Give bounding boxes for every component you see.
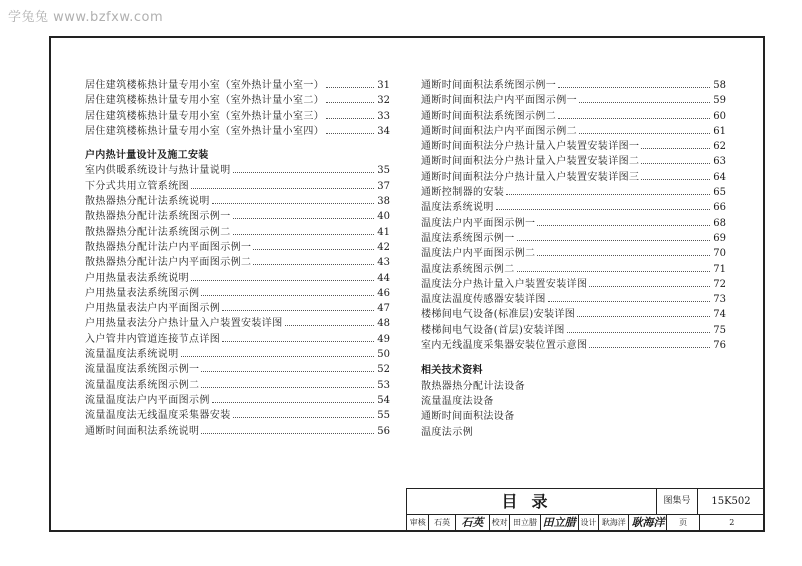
toc-entry <box>421 277 726 292</box>
toc-entry <box>421 93 726 108</box>
toc-entry-title: 下分式共用立管系统图 <box>85 180 189 192</box>
toc-entry <box>85 240 390 255</box>
review-label: 审核 <box>407 514 429 531</box>
toc-entry-page: 74 <box>713 309 726 321</box>
toc-entry <box>421 124 726 139</box>
atlas-number-label: 图集号 <box>657 489 698 514</box>
toc-entry-title: 通断时间面积法分户热计量入户装置安装详图二 <box>421 156 640 168</box>
toc-entry-page: 37 <box>377 180 390 192</box>
toc-entry-page: 69 <box>713 232 726 244</box>
toc-entry-page: 64 <box>713 171 726 183</box>
leader-dots <box>191 280 374 281</box>
leader-dots <box>212 402 374 403</box>
leader-dots <box>233 417 374 418</box>
toc-entry-title: 温度法系统图示例一 <box>421 232 515 244</box>
toc-entry-title: 楼梯间电气设备(标准层)安装详图 <box>421 309 576 321</box>
toc-entry-title: 居住建筑楼栋热计量专用小室（室外热计量小室三） <box>85 110 325 122</box>
leader-dots <box>326 118 374 119</box>
related-data-item: 温度法示例 <box>421 426 473 438</box>
leader-dots <box>537 225 710 226</box>
page-label: 页 <box>667 514 699 531</box>
leader-dots <box>589 286 710 287</box>
page-number-value: 2 <box>729 518 735 527</box>
toc-entry <box>421 216 726 231</box>
toc-entry <box>85 78 390 93</box>
toc-entry-title: 散热器热分配计法户内平面图示例二 <box>85 257 252 269</box>
related-data-item: 流量温度法设备 <box>421 395 494 407</box>
toc-entry <box>85 225 390 240</box>
checker-name: 田立腊 <box>510 514 540 531</box>
related-data-list <box>421 379 726 440</box>
toc-entry-title: 楼梯间电气设备(首层)安装详图 <box>421 324 565 336</box>
toc-entry-page: 70 <box>713 248 726 260</box>
toc-entry <box>85 255 390 270</box>
toc-entry <box>85 124 390 139</box>
toc-entry-page: 49 <box>377 333 390 345</box>
toc-entry <box>421 338 726 353</box>
leader-dots <box>201 387 374 388</box>
toc-entry-page: 43 <box>377 257 390 269</box>
toc-right-column <box>421 78 726 440</box>
toc-entry-page: 54 <box>377 394 390 406</box>
toc-entry <box>85 424 390 439</box>
leader-dots <box>506 194 710 195</box>
leader-dots <box>577 316 710 317</box>
toc-entry <box>85 408 390 423</box>
toc-entry-title: 通断时间面积法系统图示例一 <box>421 80 557 91</box>
leader-dots <box>222 310 374 311</box>
toc-entry-page: 56 <box>377 425 390 437</box>
related-data-item: 散热器热分配计法设备 <box>421 380 525 392</box>
leader-dots <box>201 371 374 372</box>
designer-name: 耿海洋 <box>599 514 629 531</box>
toc-entry-page: 32 <box>377 95 390 107</box>
leader-dots <box>233 172 374 173</box>
toc-entry <box>85 316 390 331</box>
toc-entry-page: 42 <box>377 241 390 253</box>
toc-entry-title: 户用热量表法系统说明 <box>85 272 189 284</box>
leader-dots <box>191 188 374 189</box>
leader-dots <box>558 87 710 88</box>
leader-dots <box>233 218 374 219</box>
toc-entry <box>85 179 390 194</box>
toc-entry-page: 48 <box>377 318 390 330</box>
leader-dots <box>212 203 374 204</box>
toc-entry-page: 76 <box>713 340 726 352</box>
atlas-number-value: 15K502 <box>711 496 751 507</box>
toc-entry <box>85 362 390 377</box>
leader-dots <box>548 301 710 302</box>
leader-dots <box>496 209 710 210</box>
leader-dots <box>285 325 374 326</box>
toc-entry-title: 入户管井内管道连接节点详图 <box>85 333 221 345</box>
leader-dots <box>222 341 374 342</box>
toc-entry-page: 73 <box>713 294 726 306</box>
toc-entry-page: 66 <box>713 202 726 214</box>
toc-entry-page: 31 <box>377 80 390 91</box>
toc-entry-title: 温度法系统图示例二 <box>421 263 515 275</box>
toc-entry-title: 居住建筑楼栋热计量专用小室（室外热计量小室一） <box>85 80 325 91</box>
toc-entry-title: 温度法户内平面图示例一 <box>421 217 536 229</box>
toc-entry-page: 75 <box>713 324 726 336</box>
toc-entry <box>421 170 726 185</box>
toc-entry-title: 散热器热分配计法系统说明 <box>85 196 210 208</box>
leader-dots <box>641 179 710 180</box>
toc-entry <box>85 378 390 393</box>
leader-dots <box>253 264 374 265</box>
toc-entry-title: 温度法温度传感器安装详图 <box>421 294 546 306</box>
toc-entry-title: 通断时间面积法户内平面图示例一 <box>421 95 577 107</box>
leader-dots <box>517 240 710 241</box>
toc-entry <box>421 292 726 307</box>
toc-entry <box>85 286 390 301</box>
design-label: 设计 <box>579 514 600 531</box>
toc-left-column <box>85 78 390 439</box>
leader-dots <box>326 102 374 103</box>
checker-signature: 田立腊 <box>541 514 579 531</box>
toc-entry-title: 居住建筑楼栋热计量专用小室（室外热计量小室四） <box>85 125 325 137</box>
leader-dots <box>558 118 710 119</box>
toc-entry-title: 通断时间面积法户内平面图示例二 <box>421 125 577 137</box>
leader-dots <box>579 102 710 103</box>
toc-entry-title: 散热器热分配计法户内平面图示例一 <box>85 241 252 253</box>
toc-entry-title: 散热器热分配计法系统图示例一 <box>85 211 231 223</box>
reviewer-name: 石英 <box>429 514 455 531</box>
toc-entry-title: 通断时间面积法系统说明 <box>85 425 200 437</box>
toc-entry-title: 流量温度法无线温度采集器安装 <box>85 410 231 422</box>
toc-entry <box>85 93 390 108</box>
toc-entry-title: 户用热量表法系统图示例 <box>85 287 200 299</box>
toc-entry-page: 34 <box>377 125 390 137</box>
toc-entry-page: 40 <box>377 211 390 223</box>
toc-entry-page: 58 <box>713 80 726 91</box>
toc-entry-title: 通断控制器的安装 <box>421 187 505 199</box>
toc-entry-title: 室内无线温度采集器安装位置示意图 <box>421 340 588 352</box>
toc-entry <box>85 209 390 224</box>
toc-entry-page: 60 <box>713 110 726 122</box>
toc-entry-page: 72 <box>713 278 726 290</box>
toc-entry <box>421 154 726 169</box>
toc-entry <box>85 347 390 362</box>
toc-entry-page: 62 <box>713 141 726 153</box>
toc-list-continued <box>85 78 390 139</box>
toc-entry <box>85 332 390 347</box>
toc-entry <box>421 246 726 261</box>
toc-entry-page: 71 <box>713 263 726 275</box>
toc-entry-title: 散热器热分配计法系统图示例二 <box>85 226 231 238</box>
leader-dots <box>579 133 710 134</box>
toc-entry <box>421 78 726 93</box>
toc-entry-title: 户用热量表法户内平面图示例 <box>85 303 221 315</box>
toc-entry <box>421 262 726 277</box>
toc-entry-page: 55 <box>377 410 390 422</box>
toc-entry-title: 通断时间面积法系统图示例二 <box>421 110 557 122</box>
toc-entry <box>421 139 726 154</box>
leader-dots <box>326 87 374 88</box>
leader-dots <box>181 356 374 357</box>
toc-entry <box>421 323 726 338</box>
toc-entry-page: 59 <box>713 95 726 107</box>
toc-entry-page: 46 <box>377 287 390 299</box>
toc-entry <box>85 194 390 209</box>
toc-entry <box>421 200 726 215</box>
toc-list-right <box>421 78 726 353</box>
toc-entry-title: 温度法系统说明 <box>421 202 494 214</box>
designer-signature: 耿海洋 <box>629 514 667 531</box>
watermark: 学兔兔 www.bzfxw.com <box>8 10 164 25</box>
toc-entry-title: 流量温度法户内平面图示例 <box>85 394 210 406</box>
toc-entry-title: 通断时间面积法分户热计量入户装置安装详图三 <box>421 171 640 183</box>
leader-dots <box>201 433 374 434</box>
toc-list-household-metering <box>85 163 390 438</box>
catalog-title: 目录 <box>407 489 657 514</box>
toc-entry <box>421 307 726 322</box>
toc-entry <box>85 393 390 408</box>
section-title-related-data: 相关技术资料 <box>421 365 483 377</box>
leader-dots <box>537 255 710 256</box>
toc-entry-title: 流量温度法系统图示例一 <box>85 364 200 376</box>
leader-dots <box>517 271 710 272</box>
leader-dots <box>641 163 710 164</box>
toc-entry <box>85 301 390 316</box>
toc-entry-page: 47 <box>377 303 390 315</box>
section-title-household-metering: 户内热计量设计及施工安装 <box>85 150 209 162</box>
leader-dots <box>567 332 710 333</box>
leader-dots <box>589 347 710 348</box>
toc-entry <box>421 109 726 124</box>
toc-entry-page: 61 <box>713 125 726 137</box>
title-block <box>406 488 765 532</box>
toc-entry-page: 65 <box>713 187 726 199</box>
toc-entry-page: 33 <box>377 110 390 122</box>
toc-entry-page: 63 <box>713 156 726 168</box>
toc-entry-title: 流量温度法系统图示例二 <box>85 379 200 391</box>
toc-entry <box>421 231 726 246</box>
toc-entry-page: 68 <box>713 217 726 229</box>
leader-dots <box>253 249 374 250</box>
toc-entry <box>85 271 390 286</box>
toc-entry <box>85 109 390 124</box>
leader-dots <box>326 133 374 134</box>
toc-entry <box>85 163 390 178</box>
toc-entry-title: 通断时间面积法分户热计量入户装置安装详图一 <box>421 141 640 153</box>
toc-entry-page: 41 <box>377 226 390 238</box>
leader-dots <box>233 234 374 235</box>
toc-entry-title: 温度法分户热计量入户装置安装详图 <box>421 278 588 290</box>
toc-entry <box>421 185 726 200</box>
leader-dots <box>201 295 374 296</box>
toc-entry-title: 室内供暖系统设计与热计量说明 <box>85 165 231 177</box>
toc-entry-page: 38 <box>377 196 390 208</box>
toc-entry-title: 户用热量表法分户热计量入户装置安装详图 <box>85 318 283 330</box>
leader-dots <box>641 148 710 149</box>
toc-entry-page: 50 <box>377 349 390 361</box>
check-label: 校对 <box>490 514 511 531</box>
toc-entry-page: 35 <box>377 165 390 177</box>
toc-entry-page: 53 <box>377 379 390 391</box>
toc-entry-page: 44 <box>377 272 390 284</box>
toc-entry-page: 52 <box>377 364 390 376</box>
reviewer-signature: 石英 <box>456 514 490 531</box>
toc-entry-title: 流量温度法系统说明 <box>85 349 179 361</box>
related-data-item: 通断时间面积法设备 <box>421 411 515 423</box>
toc-entry-title: 温度法户内平面图示例二 <box>421 248 536 260</box>
toc-entry-title: 居住建筑楼栋热计量专用小室（室外热计量小室二） <box>85 95 325 107</box>
